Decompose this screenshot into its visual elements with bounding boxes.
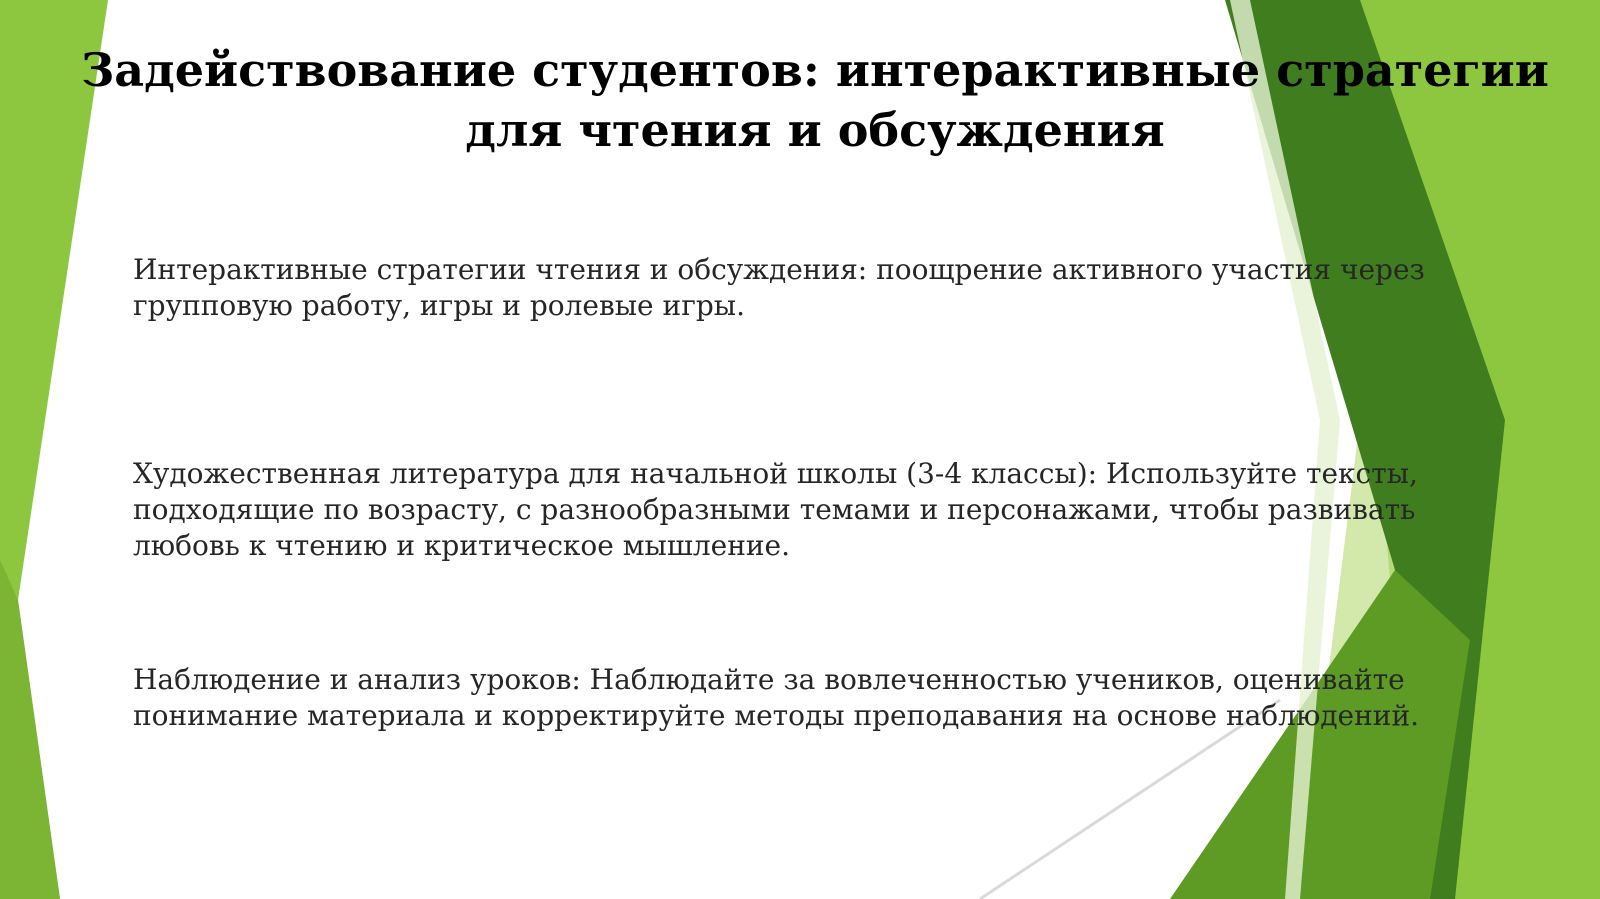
bullet-fiction-literature: Художественная литература для начальной школы (3-4 классы): Используйте тексты, подходящие по возрасту, с разнообразными темами и персонажами, чтобы развивать любовь к чтению и критическое мышление. <box>133 457 1418 562</box>
bullet-lesson-observation: Наблюдение и анализ уроков: Наблюдайте за вовлеченностью учеников, оценивайте понимание материала и корректируйте методы преподавания на основе наблюдений. <box>133 663 1420 732</box>
left-green-shade <box>0 560 60 899</box>
slide-title: Задействование студентов: интерактивные стратегии для чтения и обсуждения <box>81 43 1549 157</box>
bullet-interactive-strategies: Интерактивные стратегии чтения и обсуждения: поощрение активного участия через групповую работу, игры и ролевые игры. <box>133 253 1425 322</box>
